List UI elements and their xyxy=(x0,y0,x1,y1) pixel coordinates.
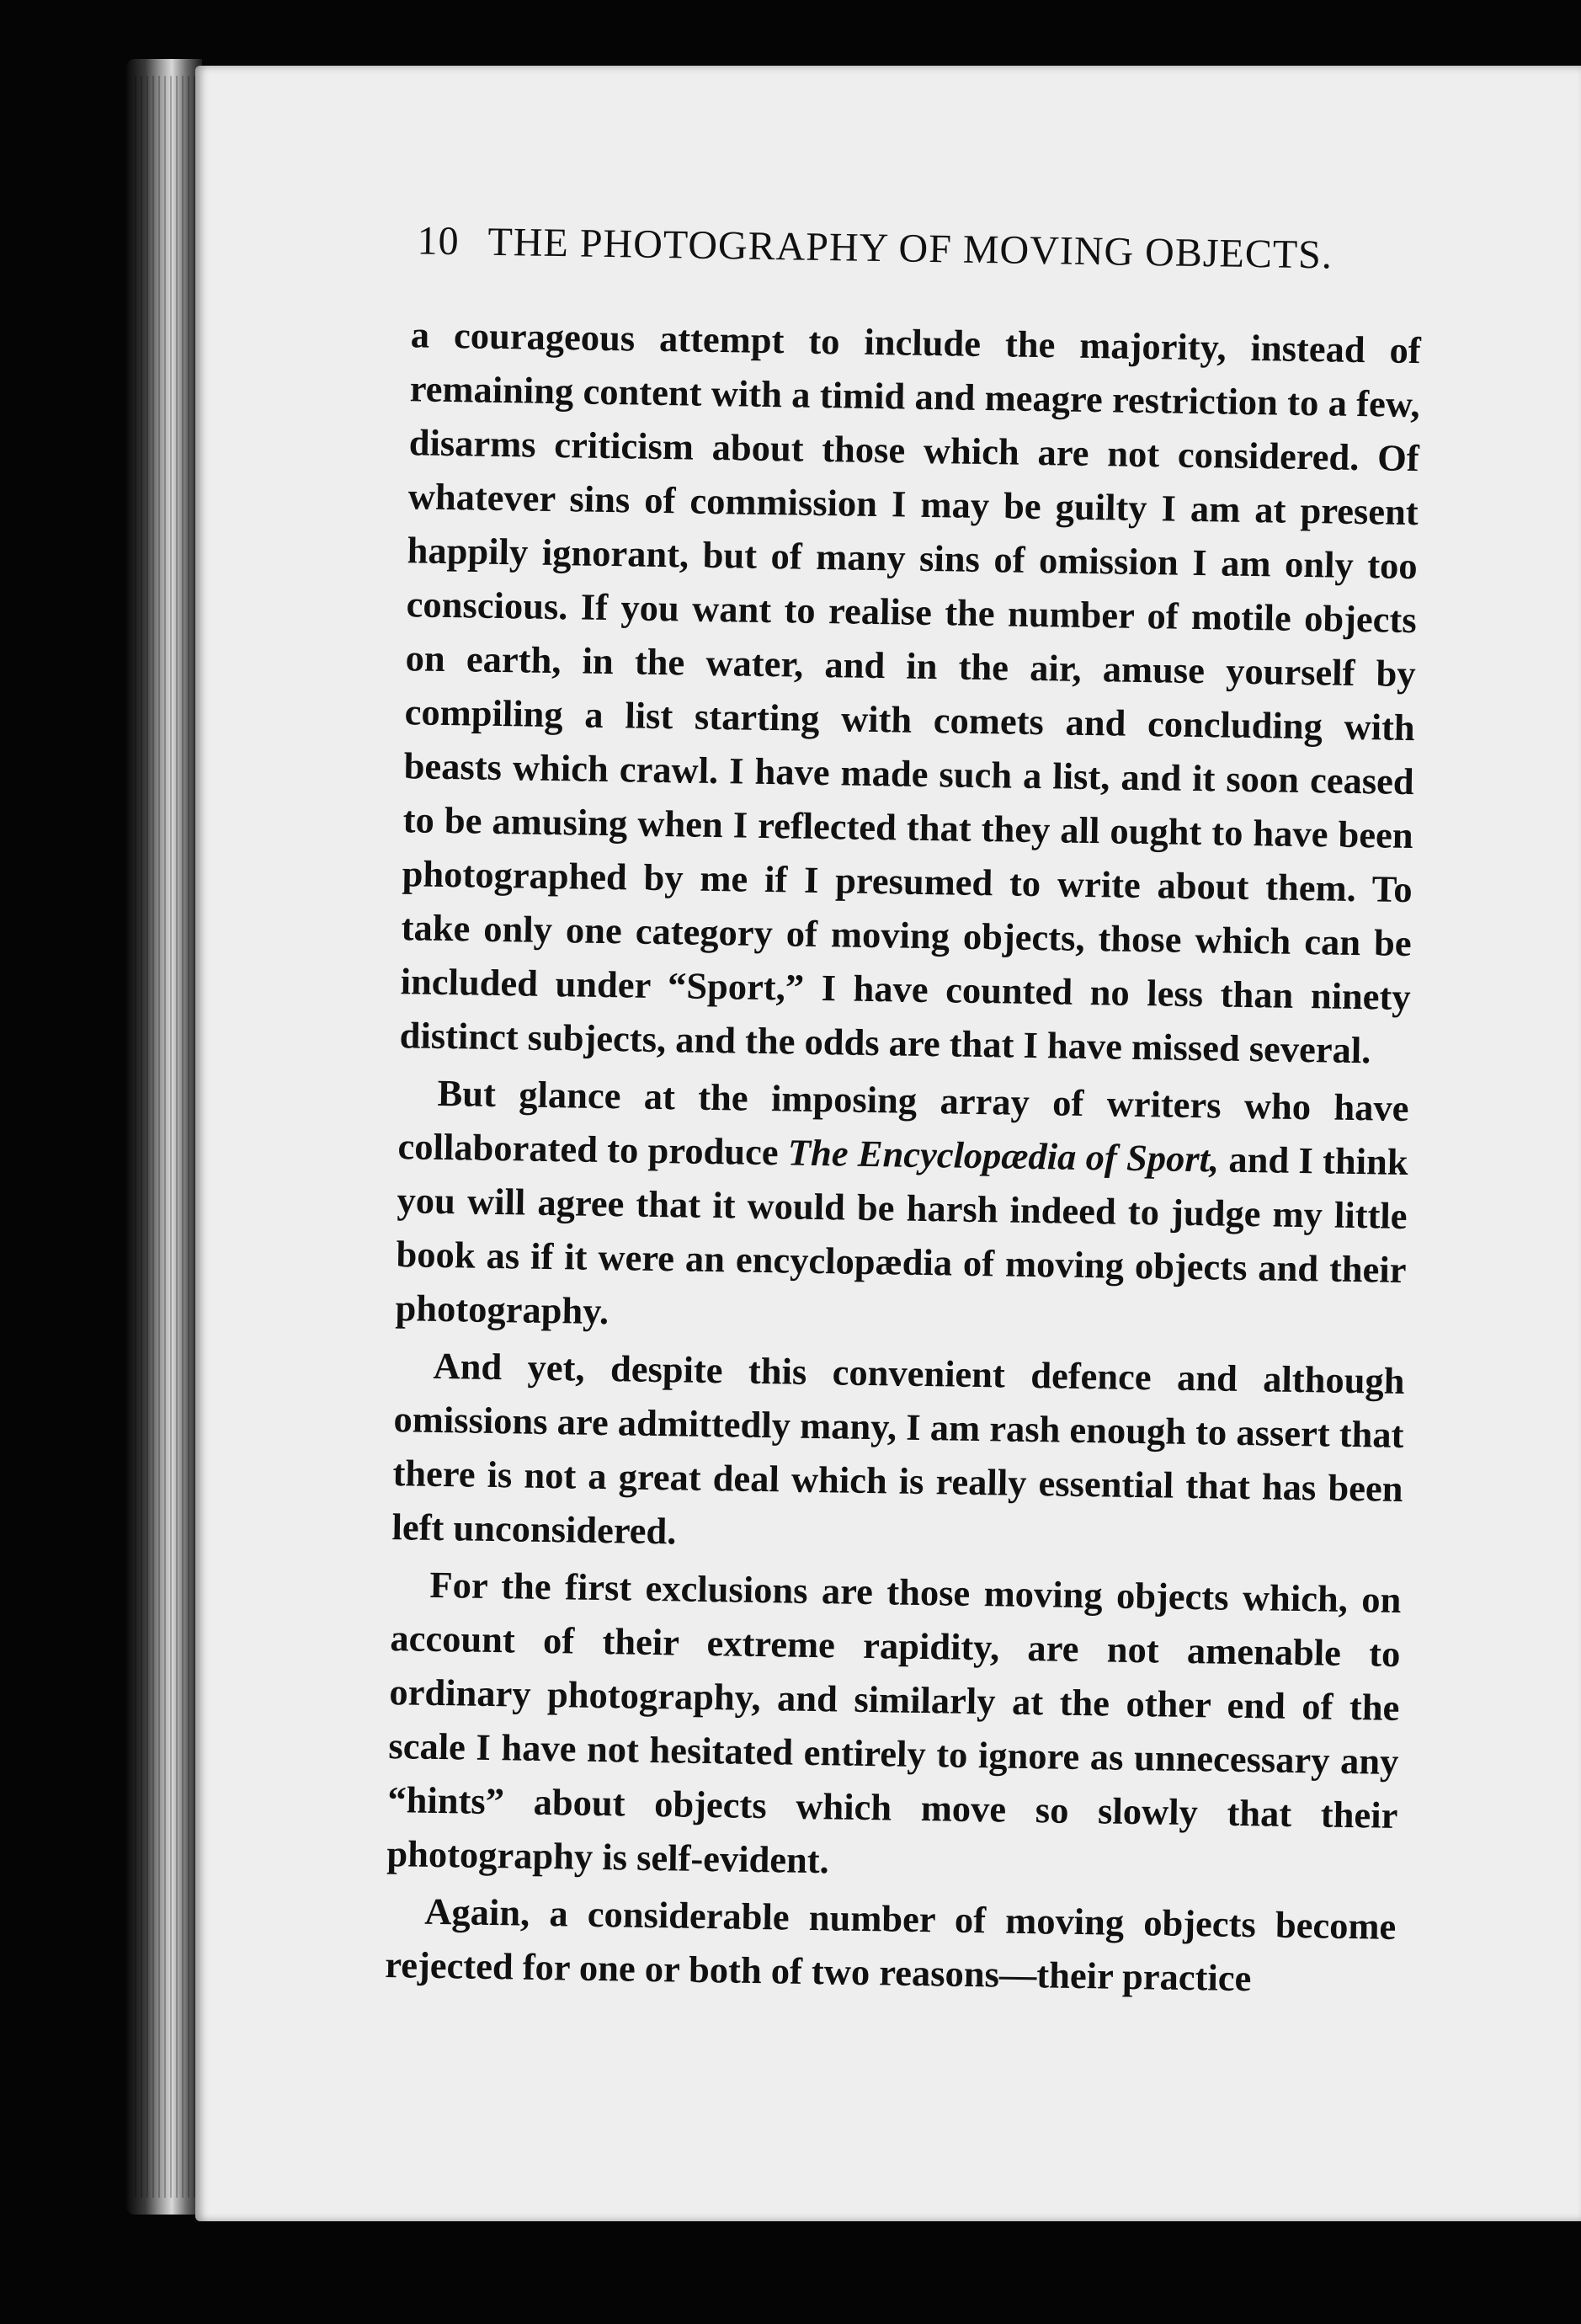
running-head-title: THE PHOTOGRAPHY OF MOVING OBJECTS. xyxy=(487,219,1333,278)
page-content xyxy=(368,217,1581,2011)
page-stack-edges xyxy=(135,76,202,2198)
page-number: 10 xyxy=(417,218,460,264)
body-text xyxy=(385,307,1421,2007)
paragraph-2 xyxy=(395,1065,1409,1351)
paragraph-2-text-a: But glance at the imposing array of writers who have collaborated to produce xyxy=(397,1071,1409,1174)
book-page xyxy=(195,66,1581,2221)
paragraph-5: Again, a considerable number of moving objects become rejected for one or both of two reasons—their practice xyxy=(385,1890,1397,2000)
paragraph-4: For the first exclusions are those moving objects which, on account of their extreme rapidity, are not amenable to ordinary photography, and similarly at the other end of the scale I have not hesitated entirely to ignore as unnecessary any “hints” about objects which move so slowly that their photography is self-evident. xyxy=(386,1563,1402,1882)
paragraph-3: And yet, despite this convenient defence and although omissions are admittedly many, I am rash enough to assert that there is not a great deal which is really essential that has been left unconsidered. xyxy=(391,1344,1405,1553)
book-title-italic: The Encyclopædia of Sport, xyxy=(787,1131,1220,1181)
paragraph-2-text-b: and I think you will agree that it would be harsh indeed to judge my little book as if it were an encyclopædia of moving objects and their photography. xyxy=(395,1138,1408,1333)
running-head xyxy=(417,217,1581,283)
paragraph-1: a courageous attempt to include the majority, instead of remaining content with a timid and meagre restriction to a few, disarms criticism about those which are not considered. Of whatever sins of commission I may be guilty I am at present happily ignorant, but of many sins of omission I am only too conscious. If you want to realise the number of motile objects on earth, in the water, and in the air, amuse yourself by compiling a list starting with comets and concluding with beasts which crawl. I have made such a list, and it soon ceased to be amusing when I reflected that they all ought to have been photographed by me if I presumed to write about them. To take only one category of moving objects, those which can be included under “Sport,” I have counted no less than ninety distinct subjects, and the odds are that I have missed several. xyxy=(399,313,1422,1072)
